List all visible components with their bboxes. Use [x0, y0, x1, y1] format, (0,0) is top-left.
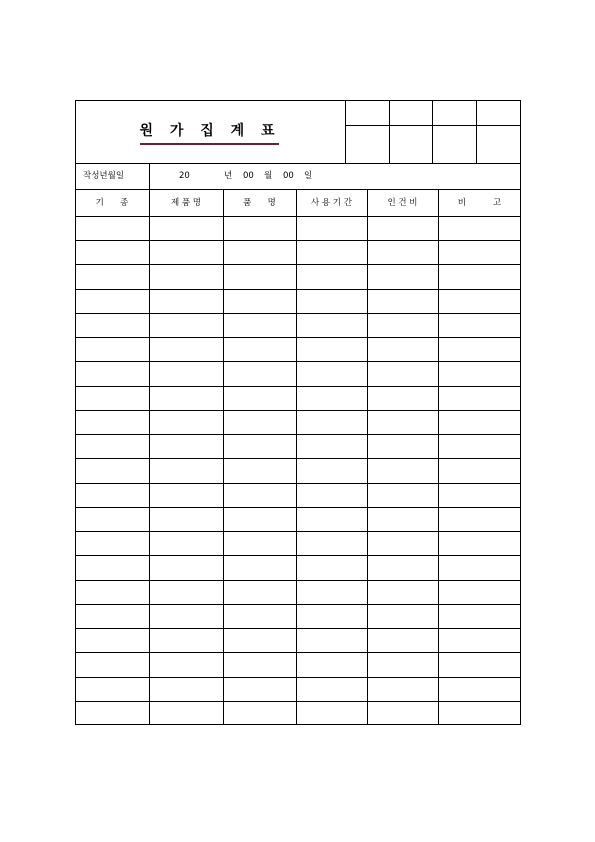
- header-remarks: 비 고: [457, 198, 502, 208]
- table-column-divider: [296, 189, 297, 725]
- border-left: [75, 100, 76, 725]
- approval-box-divider: [476, 100, 477, 163]
- table-row-line: [75, 313, 521, 314]
- table-column-divider: [367, 189, 368, 725]
- header-product-name: 제 품 명: [170, 198, 202, 208]
- border-top: [75, 100, 521, 101]
- table-row-line: [75, 652, 521, 653]
- table-row-line: [75, 604, 521, 605]
- month-unit: 월: [264, 171, 273, 181]
- table-row-line: [75, 701, 521, 702]
- table-row-line: [75, 555, 521, 556]
- title-underline: [140, 143, 279, 145]
- date-label: 작성년월일: [83, 171, 125, 181]
- table-column-divider: [438, 189, 439, 725]
- table-row-line: [75, 628, 521, 629]
- header-usage-period: 사 용 기 간: [311, 198, 352, 208]
- table-column-divider: [223, 189, 224, 725]
- table-column-divider: [149, 189, 150, 725]
- date-label-divider: [149, 163, 150, 189]
- year-prefix[interactable]: 20: [179, 171, 190, 181]
- table-row-line: [75, 580, 521, 581]
- date-row-bottom: [75, 189, 521, 190]
- table-row-line: [75, 458, 521, 459]
- page-title: 원 가 집 계 표: [139, 123, 281, 139]
- border-bottom: [75, 724, 521, 725]
- approval-box-divider-h: [345, 125, 521, 126]
- header-labor-cost: 인 건 비: [387, 198, 418, 208]
- border-right: [520, 100, 521, 725]
- month-value[interactable]: 00: [243, 171, 254, 181]
- header-row-bottom: [75, 216, 521, 217]
- table-row-line: [75, 531, 521, 532]
- approval-box-divider: [389, 100, 390, 163]
- year-unit: 년: [224, 171, 233, 181]
- cost-summary-form: [75, 100, 521, 725]
- day-value[interactable]: 00: [283, 171, 294, 181]
- table-row-line: [75, 289, 521, 290]
- table-row-line: [75, 264, 521, 265]
- header-model: 기 종: [95, 198, 129, 208]
- table-row-line: [75, 434, 521, 435]
- approval-box-divider: [345, 100, 346, 163]
- table-row-line: [75, 240, 521, 241]
- table-row-line: [75, 677, 521, 678]
- table-row-line: [75, 410, 521, 411]
- title-row-bottom: [75, 163, 521, 164]
- table-row-line: [75, 361, 521, 362]
- day-unit: 일: [304, 171, 313, 181]
- table-row-line: [75, 483, 521, 484]
- table-row-line: [75, 337, 521, 338]
- table-row-line: [75, 507, 521, 508]
- approval-box-divider: [432, 100, 433, 163]
- header-item-name: 품 명: [243, 198, 276, 208]
- table-row-line: [75, 386, 521, 387]
